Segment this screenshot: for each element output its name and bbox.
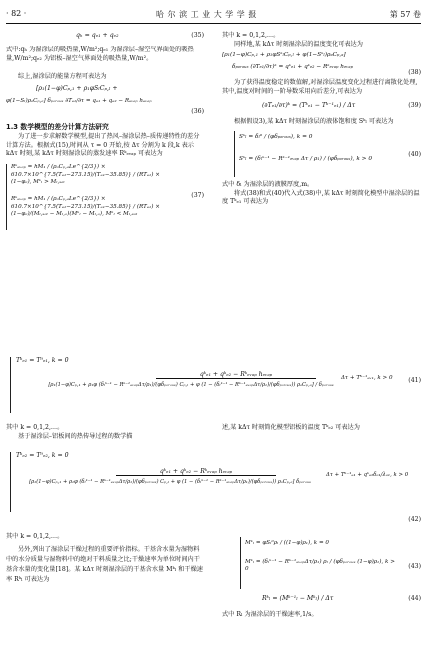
- equation-38-line2: δₚₒᵣₒᵤₛ (∂Tₑ₁/∂τ)ᵏ = qᵏₑ₁ + qᵏₑ₂ − Rᵏₑᵥₐₚ hₑᵥₐₚ: [232, 64, 353, 71]
- paragraph-energy-intro: 综上,湿涂层的能量方程可表达为: [18, 73, 107, 80]
- header-rule: [6, 23, 421, 24]
- equation-39-number: (39): [408, 102, 421, 110]
- equation-43: [222, 535, 421, 593]
- equation-37: [6, 162, 204, 234]
- equation-42-denominator: [ρ₁(1−φ)Cₚ,₁ + ρ₁φ (δₗᵏ⁻¹ − Rᵏ⁻¹ₑᵥₐₚΔτ/ρ₁)/(φδₚₒᵣₒᵤₛ) Cₚ,ₗ + φ (1 − (δₗᵏ⁻¹ − Rᵏ⁻¹ₑᵥₐₚΔτ/ρ₁)/(φδₚₒᵣₒᵤₛ)) ρₐCₚ,ₐ] δₚₒᵣₒᵤₛ: [29, 479, 311, 485]
- equation-40-brace: [234, 131, 235, 177]
- right-column: [222, 32, 421, 207]
- paragraph-temp-change: 同样地,某 kΔτ 时刻湿涂层的温度变化可表达为: [234, 40, 363, 48]
- paragraph-evaluation: 另外,列出了湿涂层干燥过程的重要评价指标。干基含水量为湿物料中的水分质量与湿物料中的绝对干料质量之比;干燥速率为单位时间内干基含水量的变化量[18]。某 kΔτ 时刻湿涂层的干基含水量 Mᵏₗ 和干燥速率 Rᵏₗ 可表达为: [6, 545, 203, 584]
- k-range-right: 其中 k = 0,1,2,…。: [222, 32, 280, 39]
- equation-36-line2: φ(1−Sₗ)ρₐCₚ,ₐ] δₚₒᵣₒᵤₛ ∂Tₑ₁/∂τ = qₑ₁ + qₑ₂ − Rₑᵥₐₚ hₑᵥₐₚ: [6, 97, 152, 104]
- equation-37-case2: Rᵏₑᵥₐₚ = hM₁ / (ρₐCₚ,ₐLe^{2/3}) × 610.7×10^{7.5(Tₑ₁−273.15)/(Tₑ₁−35.85)} / (RTₑ₁) × (1−φₐ)/(Mₗ,ₛₐₜ − Mₗ,ₒ)(Mᵏₗ − Mₗ,ₒ), Mᵏₗ < Mₗ,ₛₐₜ: [11, 195, 160, 218]
- equation-43-number: (43): [408, 563, 421, 570]
- equation-39-body: (∂Tₑ₁/∂τ)ᵏ = (Tᵏₑ₁ − Tᵏ⁻¹ₑ₁) / Δτ: [262, 102, 356, 110]
- equation-37-brace: [6, 164, 7, 230]
- paragraph-text: 式中:qₕ 为湿涂层的吸热量,W/m²;qₑ₁ 为湿涂层–湿空气界面处的吸热量,W/m²;qₑ₂ 为铝板–湿空气界面处的吸热量,W/m²。: [6, 46, 194, 62]
- equation-41-denominator: [ρ₁(1−φ)Cₚ,₁ + ρ₁φ (δₗᵏ⁻¹ − Rᵏ⁻¹ₑᵥₐₚΔτ/ρ₁)/(φδₚₒᵣₒᵤₛ) Cₚ,ₗ + φ (1 − (δₗᵏ⁻¹ − Rᵏ⁻¹ₑᵥₐₚΔτ/ρ₁)/(φδₚₒᵣₒᵤₛ)) ρₐCₚ,ₐ] / δₚₒᵣₒᵤₛ: [48, 382, 334, 388]
- equation-42-numerator: qᵏₑ₁ + qᵏₑ₂ − Rᵏₑᵥₐₚ hₑᵥₐₚ: [116, 468, 276, 476]
- equation-44-body: Rᵏₗ = (Mᵏ⁻¹ₗ − Mᵏₗ) / Δτ: [262, 595, 334, 602]
- paragraph-35-defs: [6, 46, 204, 72]
- paragraph-saturation: 根据假设3),某 kΔτ 时刻湿涂层的液体饱和度 Sᵏₗ 可表达为: [234, 118, 394, 126]
- equation-35-number: (35): [191, 32, 204, 39]
- equation-41-number: (41): [408, 377, 421, 384]
- equation-37-number: (37): [191, 191, 204, 199]
- equation-43-case2: Mᵏₗ = (δₗᵏ⁻¹ − Rᵏ⁻¹ₑᵥₐₚΔτ/ρ₁) ρₗ / (φδₚₒᵣₒᵤₛ (1−φ)ρ₁), k > 0: [245, 559, 395, 572]
- equation-41: [6, 355, 421, 417]
- equation-41-case1: Tᵏₑ₁ = T⁰ₑ₁, k = 0: [16, 357, 69, 364]
- paragraph-aluminum-temp: 述,某 kΔτ 时刻简化模型铝板的温度 Tᵏₑ₂ 可表达为: [222, 424, 360, 431]
- journal-title: 哈 尔 滨 工 业 大 学 学 报: [156, 10, 257, 19]
- equation-38: [222, 49, 421, 79]
- bottom-right-column: [222, 535, 421, 620]
- equation-43-case1: Mᵏₗ = φSₗ⁰ρₗ / ((1−φ)ρ₁), k = 0: [245, 540, 329, 546]
- section-heading-1-3: 1.3 数学模型的差分计算方法研究: [6, 122, 109, 131]
- volume-label: 第 57 卷: [389, 10, 421, 19]
- paragraph-method: 为了进一步求解数学模型,提出了热风–湿涂层热–质传递特性的差分计算方法。根据式(15),时间从 τ = 0 开始,按 Δτ 分割为 k 段,k 表示 kΔτ 时刻,某 kΔτ 时刻湿涂层的蒸发速率 Rᵏₑᵥₐₚ 可表达为: [6, 133, 200, 158]
- equation-42: [6, 450, 421, 526]
- equation-36-line1: [ρ₁(1−φ)Cₚ,₁ + ρ₁φSₗCₚ,ₗ +: [36, 84, 118, 92]
- equation-40-number: (40): [408, 150, 421, 158]
- equation-37-case1: Rᵏₑᵥₐₚ = hM₁ / (ρₐCₚ,ₐLe^{2/3}) × 610.7×10^{7.5(Tₑ₁−273.15)/(Tₑ₁−35.85)} / (RTₑ₁) × (1−φₐ), Mᵏₗ > Mₗ,ₛₐₜ: [11, 163, 160, 186]
- equation-38-line1: [ρ₁(1−φ)Cₚ,₁ + ρ₁φSᵏₗCₚ,ₗ + φ(1−Sᵏₗ)ρₐCₚ,ₐ]: [222, 52, 346, 59]
- paragraph-substitute: 将式(38)和式(40)代入式(38)中,某 kΔτ 时刻简化模型中湿涂层的温度 Tᵏₑ₁ 可表达为: [222, 189, 420, 206]
- equation-39: [222, 98, 421, 118]
- equation-42-brace: [10, 452, 11, 512]
- k-range-bottom: 其中 k = 0,1,2,…。: [6, 533, 64, 540]
- equation-44: [222, 593, 421, 611]
- paragraph-discretize: 为了获得温度稳定的数值解,对湿涂层温度变化过程进行离散化处理,其中,温度对时间的一阶导数采用向后差分,可表达为: [222, 79, 418, 95]
- bottom-left-column: [6, 533, 204, 585]
- left-column: [6, 32, 204, 234]
- page-number: · 82 ·: [6, 9, 27, 18]
- equation-40: [222, 129, 421, 181]
- equation-40-case1: Sᵏₗ = δₗ⁰ / (φδₚₒᵣₒᵤₛ), k = 0: [239, 133, 313, 140]
- equation-35: [6, 32, 204, 46]
- equation-42-tail: Δτ + Tᵏ⁻¹ₑ₁ + qᵏₑ₂δₐ₁/λₐ₁, k > 0: [326, 472, 409, 478]
- equation-41-numerator: qᵏₑ₁ + qᵏₑ₂ − Rᵏₑᵥₐₚ hₑᵥₐₚ: [156, 371, 316, 379]
- equation-42-number: (42): [408, 516, 421, 523]
- k-range-mid: 其中 k = 0,1,2,…。: [6, 424, 64, 431]
- equation-35-body: qₕ = qₑ₁ + qₑ₂: [76, 32, 119, 39]
- running-header: [6, 9, 421, 23]
- equation-41-brace: [10, 357, 11, 413]
- equation-38-number: (38): [408, 69, 421, 77]
- equation-42-case1: Tᵏₑ₂ = T⁰ₑ₂, k = 0: [16, 452, 69, 459]
- equation-41-tail: Δτ + Tᵏ⁻¹ₑᵥ₁, k > 0: [341, 375, 393, 381]
- paragraph-film-thickness: 式中 δₗ 为湿涂层的液膜厚度,m。: [222, 180, 314, 188]
- paragraph-conduction: 基于湿涂层–铝板间的热传导过程的数学描: [18, 433, 133, 440]
- equation-44-number: (44): [408, 595, 421, 602]
- paragraph-drying-rate: 式中 Rₗ 为湿涂层的干燥速率,1/s。: [222, 611, 318, 618]
- equation-40-case2: Sᵏₗ = (δₗᵏ⁻¹ − Rᵏ⁻¹ₑᵥₐₚ Δτ / ρ₁) / (φδₚₒᵣₒᵤₛ), k > 0: [239, 155, 373, 162]
- equation-36-number: (36): [191, 107, 204, 115]
- equation-43-brace: [240, 537, 241, 589]
- equation-36: [6, 84, 204, 120]
